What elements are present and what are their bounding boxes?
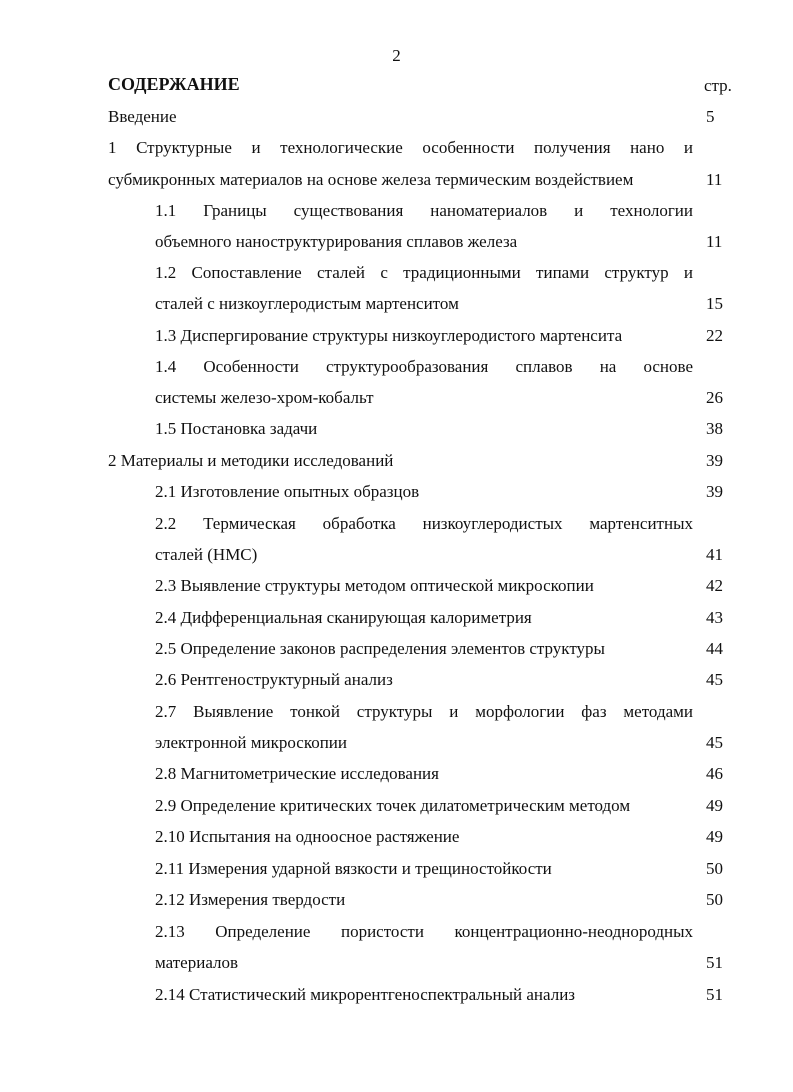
- toc-entry-page: 50: [706, 859, 723, 878]
- page-number: 2: [392, 46, 401, 65]
- toc-entry-title-line: 1.2 Сопоставление сталей с традиционными типами структур и: [155, 263, 693, 282]
- toc-entry-page: 45: [706, 670, 723, 689]
- toc-entry-page: 49: [706, 827, 723, 846]
- toc-entry-page: 51: [706, 985, 723, 1004]
- toc-entry-page: 11: [706, 232, 723, 251]
- toc-entry-page: 44: [706, 639, 723, 658]
- toc-entry-title-line: субмикронных материалов на основе железа термическим воздействием: [108, 170, 634, 189]
- toc-entry-title: 2 Материалы и методики исследований: [108, 451, 394, 470]
- toc-entry-title: 2.1 Изготовление опытных образцов: [155, 482, 420, 501]
- toc-entry-page: 38: [706, 419, 723, 438]
- toc-entry-page: 50: [706, 890, 723, 909]
- toc-entry-page: 11: [706, 170, 723, 189]
- toc-entry-title: 2.8 Магнитометрические исследования: [155, 764, 439, 783]
- toc-entry-title-line: 1.1 Границы существования наноматериалов и технологии: [155, 201, 693, 220]
- toc-entry-page: 46: [706, 764, 723, 783]
- toc-entry-title: 2.3 Выявление структуры методом оптической микроскопии: [155, 576, 594, 595]
- toc-entry-title: 1.3 Диспергирование структуры низкоуглеродистого мартенсита: [155, 326, 623, 345]
- toc-entry-page: 43: [706, 608, 723, 627]
- toc-entry-title: Введение: [108, 107, 177, 126]
- toc-entry-page: 39: [706, 482, 723, 501]
- toc-entry-page: 45: [706, 733, 723, 752]
- toc-heading: СОДЕРЖАНИЕ: [108, 74, 240, 94]
- toc-entry-title-line: 2.2 Термическая обработка низкоуглеродистых мартенситных: [155, 514, 693, 533]
- toc-entry-page: 5: [706, 107, 715, 126]
- toc-entry-title: 2.4 Дифференциальная сканирующая калориметрия: [155, 608, 532, 627]
- toc-entry-title-line: сталей (НМС): [155, 545, 258, 564]
- toc-entry-title-line: 2.7 Выявление тонкой структуры и морфологии фаз методами: [155, 702, 693, 721]
- toc-entry-title-line: 1.4 Особенности структурообразования сплавов на основе: [155, 357, 693, 376]
- toc-entry-title-line: сталей с низкоуглеродистым мартенситом: [155, 294, 459, 313]
- toc-entry-title: 1.5 Постановка задачи: [155, 419, 318, 438]
- toc-entry-page: 26: [706, 388, 723, 407]
- toc-entry-title-line: объемного наноструктурирования сплавов железа: [155, 232, 518, 251]
- toc-entry-title-line: 1 Структурные и технологические особенности получения нано и: [108, 138, 693, 157]
- toc-entry-title: 2.14 Статистический микрорентгеноспектральный анализ: [155, 985, 576, 1004]
- toc-entry-page: 49: [706, 796, 723, 815]
- toc-entry-title-line: системы железо-хром-кобальт: [155, 388, 374, 407]
- toc-entry-page: 39: [706, 451, 723, 470]
- toc-entry-page: 22: [706, 326, 723, 345]
- toc-entry-title: 2.12 Измерения твердости: [155, 890, 346, 909]
- toc-entry-title-line: 2.13 Определение пористости концентрационно-неоднородных: [155, 922, 693, 941]
- toc-entry-title-line: электронной микроскопии: [155, 733, 348, 752]
- toc-entry-title: 2.9 Определение критических точек дилатометрическим методом: [155, 796, 631, 815]
- toc-entry-title: 2.6 Рентгеноструктурный анализ: [155, 670, 393, 689]
- page-column-label: стр.: [704, 76, 732, 95]
- toc-entry-title: 2.11 Измерения ударной вязкости и трещиностойкости: [155, 859, 552, 878]
- toc-entry-page: 51: [706, 953, 723, 972]
- toc-entry-page: 15: [706, 294, 723, 313]
- toc-entry-page: 42: [706, 576, 723, 595]
- toc-entry-page: 41: [706, 545, 723, 564]
- toc-entry-title-line: материалов: [155, 953, 239, 972]
- toc-entry-title: 2.5 Определение законов распределения элементов структуры: [155, 639, 605, 658]
- toc-entry-title: 2.10 Испытания на одноосное растяжение: [155, 827, 460, 846]
